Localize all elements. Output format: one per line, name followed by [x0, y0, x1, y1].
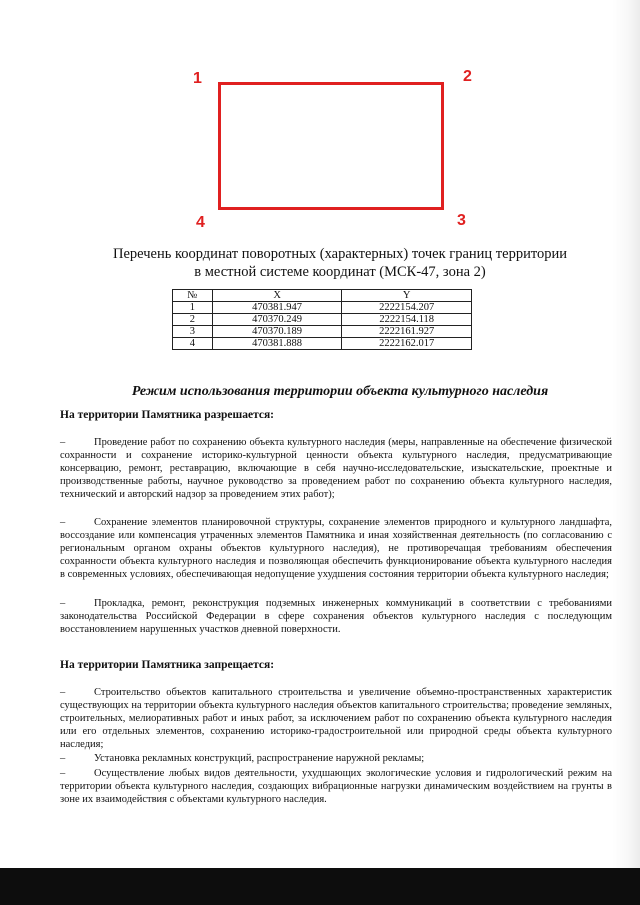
- forbidden-item-1: [60, 686, 612, 751]
- allowed-heading: На территории Памятника разрешается:: [60, 409, 275, 421]
- list-marker: –: [60, 517, 66, 528]
- list-marker: –: [60, 768, 66, 779]
- table-row: [173, 314, 472, 326]
- corner-label-2: 2: [463, 68, 472, 85]
- scan-edge-shadow: [612, 0, 640, 868]
- cell-x: 470381.888: [212, 338, 342, 350]
- table-row: [173, 326, 472, 338]
- header-number: №: [173, 290, 213, 302]
- list-marker: –: [60, 687, 66, 698]
- header-y: Y: [342, 290, 472, 302]
- cell-number: 2: [173, 314, 213, 326]
- cell-y: 2222154.207: [342, 302, 472, 314]
- forbidden-item-2: [60, 752, 612, 765]
- corner-label-3: 3: [457, 212, 466, 229]
- allowed-item-3: [60, 597, 612, 636]
- forbidden-item-3: [60, 767, 612, 806]
- cell-number: 1: [173, 302, 213, 314]
- cell-number: 3: [173, 326, 213, 338]
- cell-x: 470370.249: [212, 314, 342, 326]
- allowed-item-1: [60, 436, 612, 501]
- cell-y: 2222162.017: [342, 338, 472, 350]
- allowed-item-text: Проведение работ по сохранению объекта культурного наследия (меры, направленные на обеспечение физической сохранности и сохранение историко-культурной ценности объекта культурного наследия, предусматривающие консервацию, ремонт, реставрацию, включающие в себя научно-исследовательские, изыскательские, проектные и производственные работы, научное руководство за проведением работ по сохранению объекта культурного наследия, технический и авторский надзор за проведением этих работ);: [60, 437, 612, 500]
- territory-boundary-rectangle: [218, 82, 444, 210]
- corner-label-4: 4: [196, 214, 205, 231]
- coordinates-caption-line-2: в местной системе координат (МСК-47, зона 2): [194, 264, 486, 280]
- forbidden-heading: На территории Памятника запрещается:: [60, 659, 275, 671]
- allowed-item-text: Сохранение элементов планировочной структуры, сохранение элементов природного и культурного ландшафта, воссоздание или компенсация утраченных элементов Памятника и иная хозяйственная деятельность (по согласованию с региональным органом охраны объектов культурного наследия), не противоречащая требованиям обеспечения сохранности объекта культурного наследия и позволяющая обеспечить функционирование объекта культурного наследия в современных условиях, обеспечивающая недопущение ухудшения состояния территории объекта культурного наследия;: [60, 517, 612, 580]
- forbidden-item-text: Осуществление любых видов деятельности, ухудшающих экологические условия и гидрологический режим на территории объекта культурного наследия, создающих вибрационные нагрузки динамическим воздействием на грунты в зоне их взаимодействия с объектами культурного наследия.: [60, 768, 612, 805]
- boundary-diagram: [0, 0, 640, 240]
- table-header-row: [173, 290, 472, 302]
- table-row: [173, 338, 472, 350]
- cell-x: 470381.947: [212, 302, 342, 314]
- cell-y: 2222161.927: [342, 326, 472, 338]
- cell-number: 4: [173, 338, 213, 350]
- corner-label-1: 1: [193, 70, 202, 87]
- list-marker: –: [60, 598, 66, 609]
- header-x: X: [212, 290, 342, 302]
- forbidden-item-text: Строительство объектов капитального строительства и увеличение объемно-пространственных характеристик существующих на территории объекта культурного наследия объектов капитального строительства; проведение земляных, строительных, мелиоративных работ и иных работ, за исключением работ по сохранению объекта культурного наследия или его отдельных элементов, сохранению историко-градостроительной или природной среды объекта культурного наследия;: [60, 687, 612, 750]
- coordinates-caption-line-1: Перечень координат поворотных (характерных) точек границ территории: [112, 246, 568, 262]
- scan-bottom-band: [0, 868, 640, 905]
- table-row: [173, 302, 472, 314]
- coordinates-table: [172, 289, 472, 350]
- section-title: Режим использования территории объекта культурного наследия: [131, 384, 549, 399]
- list-marker: –: [60, 753, 66, 764]
- list-marker: –: [60, 437, 66, 448]
- forbidden-item-text: Установка рекламных конструкций, распространение наружной рекламы;: [94, 753, 425, 764]
- cell-y: 2222154.118: [342, 314, 472, 326]
- allowed-item-2: [60, 516, 612, 581]
- cell-x: 470370.189: [212, 326, 342, 338]
- allowed-item-text: Прокладка, ремонт, реконструкция подземных инженерных коммуникаций в соответствии с требованиями законодательства Российской Федерации в сфере сохранения объектов культурного наследия с последующим восстановлением нарушенных участков дневной поверхности.: [60, 598, 612, 635]
